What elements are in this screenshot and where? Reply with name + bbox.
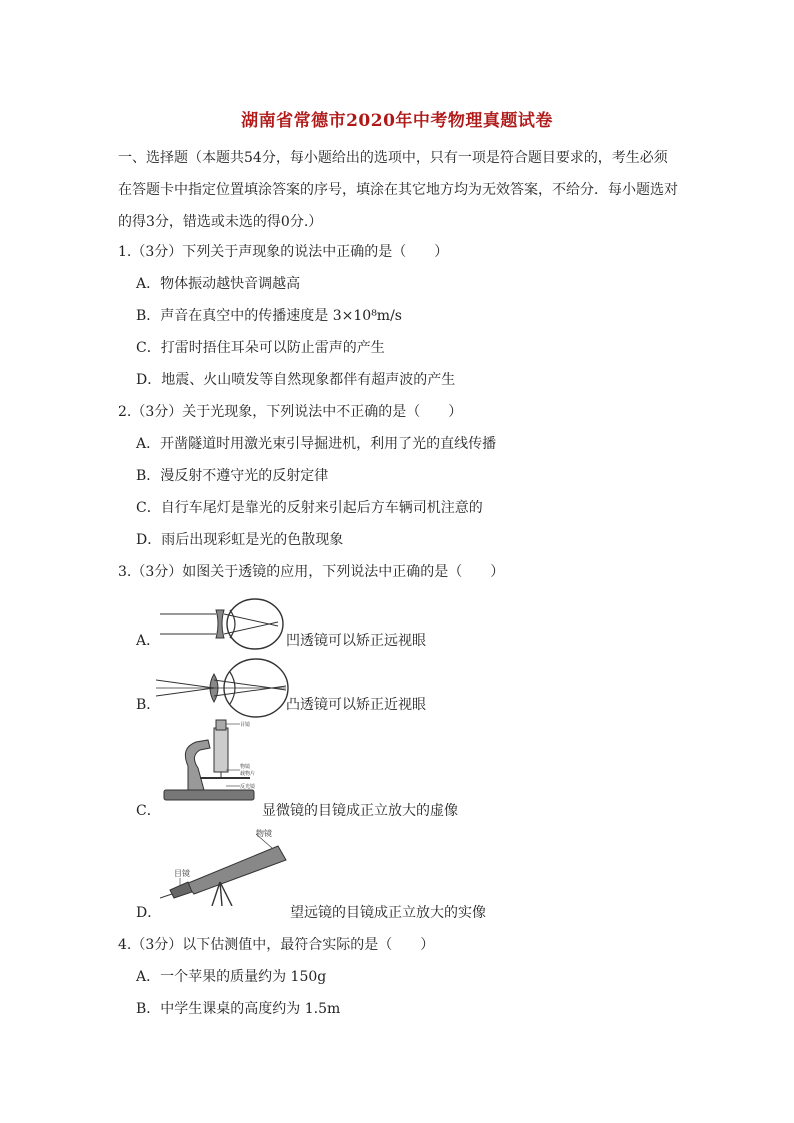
page-title: 湖南省常德市2020年中考物理真题试卷 [241,111,553,131]
question-1-stem: 1.（3分）下列关于声现象的说法中正确的是（ ） [118,244,449,260]
question-3-option-a-text: 凹透镜可以矫正远视眼 [286,633,426,649]
telescope-label-objective: 物镜 [256,829,272,838]
question-3-option-c-label: C． [136,803,161,819]
telescope-figure [160,826,292,906]
question-1-option-b: B．声音在真空中的传播速度是 3×10⁸m/s [136,308,402,324]
question-2-option-a: A．开凿隧道时用激光束引导掘进机，利用了光的直线传播 [136,436,497,452]
eye-convex-lens-figure [156,656,296,720]
intro-line: 在答题卡中指定位置填涂答案的序号，填涂在其它地方均为无效答案，不给分．每小题选对 [118,182,678,198]
question-4-stem: 4.（3分）以下估测值中，最符合实际的是（ ） [118,937,435,953]
question-3-option-d-text: 望远镜的目镜成正立放大的实像 [290,905,486,921]
microscope-label-stage: 载物片 [240,771,256,777]
question-4-option-a: A．一个苹果的质量约为 150g [136,969,327,985]
question-3-option-b-label: B． [136,697,161,713]
section-intro [118,142,698,238]
eye-concave-lens-figure [160,596,290,652]
question-3-stem: 3.（3分）如图关于透镜的应用，下列说法中正确的是（ ） [118,564,505,580]
microscope-label-mirror: 反光镜 [240,784,256,790]
question-2-option-c: C．自行车尾灯是靠光的反射来引起后方车辆司机注意的 [136,500,483,516]
microscope-label-eyepiece: 目镜 [240,722,251,728]
question-1-option-a: A．物体振动越快音调越高 [136,276,301,292]
question-1-option-d: D．地震、火山喷发等自然现象都伴有超声波的产生 [136,372,456,388]
question-2-stem: 2.（3分）关于光现象，下列说法中不正确的是（ ） [118,404,463,420]
question-3-option-d-label: D． [136,905,162,921]
telescope-label-eyepiece: 目镜 [174,869,190,878]
intro-line: 一、选择题（本题共54分，每小题给出的选项中，只有一项是符合题目要求的，考生必须 [118,150,668,166]
question-4-option-b: B．中学生课桌的高度约为 1.5m [136,1001,341,1017]
question-2-option-d: D．雨后出现彩虹是光的色散现象 [136,532,344,548]
question-3-option-c-text: 显微镜的目镜成正立放大的虚像 [262,803,458,819]
question-2-option-b: B．漫反射不遵守光的反射定律 [136,468,329,484]
microscope-label-objective: 物镜 [240,764,251,770]
intro-line: 的得3分，错选或未选的得0分.） [118,214,323,230]
microscope-figure [160,718,270,804]
question-1-option-c: C．打雷时捂住耳朵可以防止雷声的产生 [136,340,385,356]
question-3-option-a-label: A． [136,633,161,649]
question-3-option-b-text: 凸透镜可以矫正近视眼 [286,697,426,713]
